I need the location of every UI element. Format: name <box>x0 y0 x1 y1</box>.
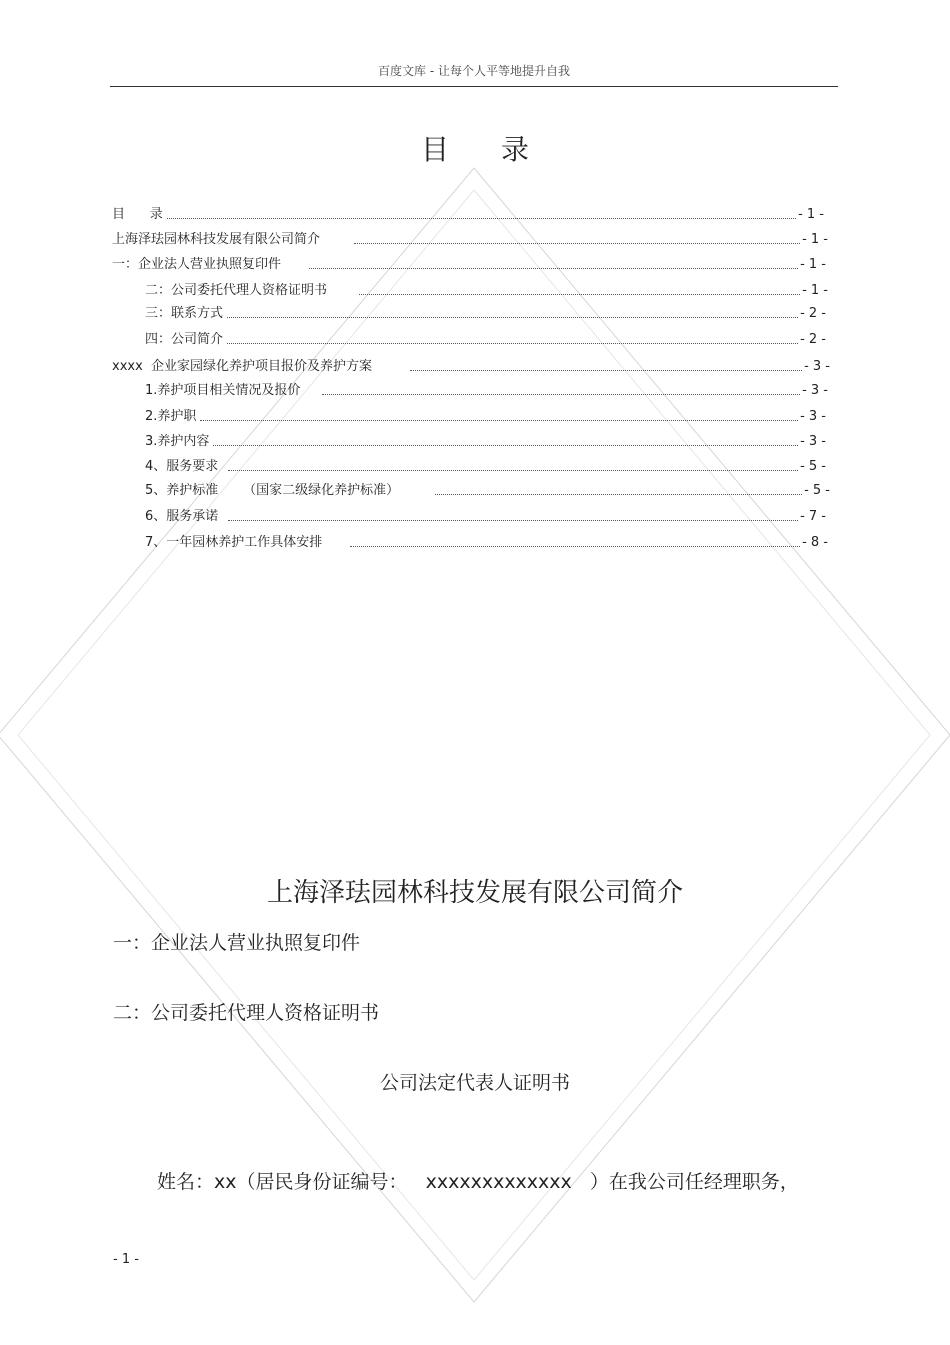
toc-entry-page: - 5 - <box>804 483 830 498</box>
toc-leader-dots <box>350 546 800 547</box>
toc-entry[interactable] <box>145 382 828 400</box>
toc-entry-label: 三：联系方式 <box>145 306 224 321</box>
toc-leader-dots <box>309 268 798 269</box>
toc-leader-dots <box>213 445 798 446</box>
toc-leader-dots <box>354 243 800 244</box>
toc-entry-label: 7、一年园林养护工作具体安排 <box>145 535 323 550</box>
section-heading-proxy: 二：公司委托代理人资格证明书 <box>113 1002 380 1024</box>
toc-entry-label: 5、养护标准 （国家二级绿化养护标准） <box>145 483 400 498</box>
toc-entry-label: 2.养护职 <box>145 409 197 424</box>
certificate-title: 公司法定代表人证明书 <box>379 1072 570 1094</box>
toc-title: 目录 <box>420 133 581 166</box>
toc-entry-page: - 3 - <box>800 434 826 449</box>
toc-entry-page: - 8 - <box>802 535 828 550</box>
toc-entry-page: - 3 - <box>802 383 828 398</box>
toc-entry-page: - 3 - <box>800 409 826 424</box>
toc-entry-label: 上海泽珐园林科技发展有限公司简介 <box>112 232 321 247</box>
toc-entry[interactable] <box>145 305 826 323</box>
page-header: 百度文库 - 让每个人平等地提升自我 <box>378 64 570 78</box>
toc-entry-page: - 5 - <box>800 459 826 474</box>
header-rule <box>110 86 838 87</box>
toc-leader-dots <box>227 343 798 344</box>
toc-entry-label: 二：公司委托代理人资格证明书 <box>145 283 328 298</box>
toc-entry[interactable] <box>145 282 828 300</box>
toc-entry[interactable] <box>145 534 828 552</box>
toc-entry-label: 四：公司简介 <box>145 332 224 347</box>
toc-entry-page: - 1 - <box>802 232 828 247</box>
toc-entry-page: - 1 - <box>798 207 824 222</box>
toc-entry[interactable] <box>112 358 830 376</box>
toc-leader-dots <box>322 394 800 395</box>
toc-entry-label: 3.养护内容 <box>145 434 210 449</box>
toc-entry[interactable] <box>112 206 824 224</box>
toc-entry[interactable] <box>145 508 826 526</box>
toc-leader-dots <box>167 218 796 219</box>
toc-entry-page: - 3 - <box>804 359 830 374</box>
toc-leader-dots <box>227 317 798 318</box>
toc-entry[interactable] <box>145 458 826 476</box>
toc-entry[interactable] <box>145 482 830 500</box>
toc-leader-dots <box>359 294 800 295</box>
toc-entry-label: 4、服务要求 <box>145 459 219 474</box>
toc-entry[interactable] <box>145 433 826 451</box>
toc-entry[interactable] <box>145 331 826 349</box>
toc-entry-label: 一：企业法人营业执照复印件 <box>112 257 282 272</box>
toc-entry-page: - 2 - <box>800 332 826 347</box>
toc-entry-page: - 1 - <box>800 257 826 272</box>
toc-leader-dots <box>435 494 802 495</box>
toc-entry-page: - 7 - <box>800 509 826 524</box>
toc-leader-dots <box>200 420 798 421</box>
toc-leader-dots <box>410 370 802 371</box>
toc-leader-dots <box>228 470 798 471</box>
toc-entry-label: 目 录 <box>112 207 163 222</box>
toc-entry[interactable] <box>112 256 826 274</box>
toc-entry[interactable] <box>112 231 828 249</box>
toc-entry[interactable] <box>145 408 826 426</box>
toc-entry-label: 1.养护项目相关情况及报价 <box>145 383 301 398</box>
toc-entry-page: - 2 - <box>800 306 826 321</box>
body-paragraph: 姓名：xx（居民身份证编号： xxxxxxxxxxxxx ）在我公司任经理职务， <box>157 1171 799 1193</box>
section-heading-license: 一：企业法人营业执照复印件 <box>113 932 361 954</box>
toc-entry-label: xxxx 企业家园绿化养护项目报价及养护方案 <box>112 359 373 374</box>
toc-leader-dots <box>228 520 798 521</box>
page-number: - 1 - <box>113 1252 139 1267</box>
toc-entry-page: - 1 - <box>802 283 828 298</box>
company-title: 上海泽珐园林科技发展有限公司简介 <box>266 878 683 908</box>
toc-entry-label: 6、服务承诺 <box>145 509 219 524</box>
